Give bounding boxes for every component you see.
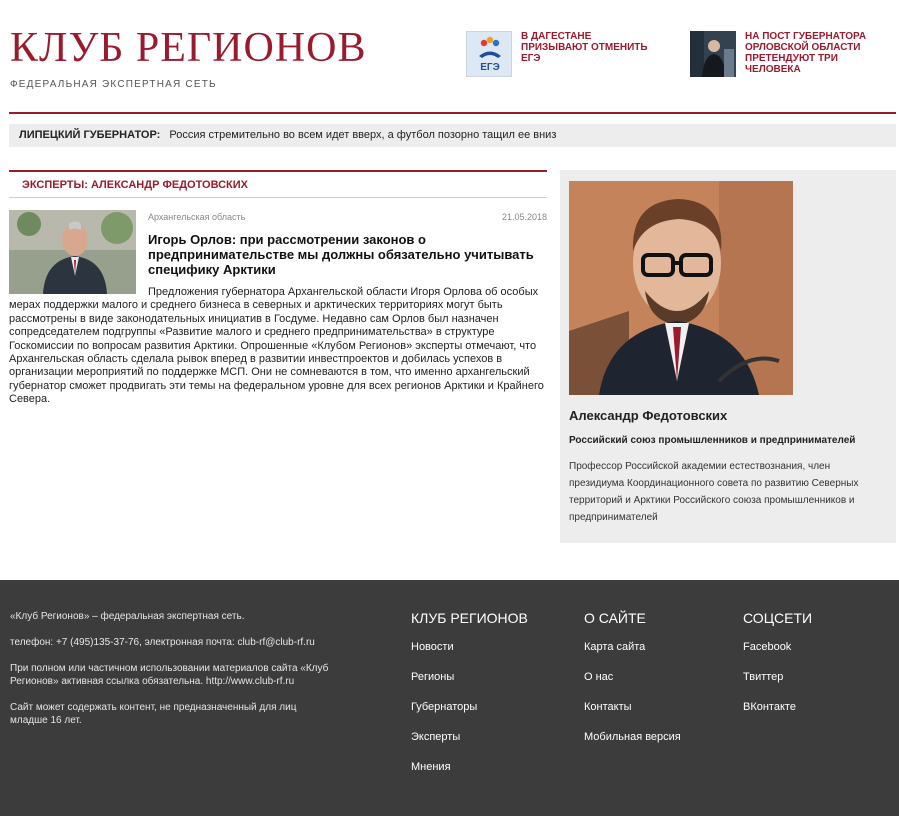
footer-column-about: [584, 610, 681, 761]
footer-link-sitemap[interactable]: Карта сайта: [584, 641, 646, 653]
article-meta: [148, 212, 547, 222]
header-divider: [9, 112, 896, 114]
footer-column-club: [411, 610, 528, 791]
ege-logo-thumbnail[interactable]: [466, 31, 512, 77]
article-region[interactable]: Архангельская область: [148, 212, 246, 222]
expert-organization: Российский союз промышленников и предпринимателей: [569, 435, 856, 446]
ticker-text[interactable]: Россия стремительно во всем идет вверх, а футбол позорно тащил ее вниз: [169, 129, 557, 141]
oryol-news-thumbnail[interactable]: [690, 31, 736, 77]
footer-copyright[interactable]: При полном или частичном использовании материалов сайта «Клуб Регионов» активная ссылка обязательна. http://www.club-rf.ru: [10, 663, 329, 687]
article-card: [9, 210, 547, 407]
footer-link-facebook[interactable]: Facebook: [743, 641, 792, 653]
footer-age-notice: Сайт может содержать контент, не предназначенный для лиц младше 16 лет.: [10, 702, 297, 726]
footer-column-title: КЛУБ РЕГИОНОВ: [411, 610, 528, 626]
article-body: Предложения губернатора Архангельской области Игоря Орлова об особых мерах поддержки малого и среднего бизнеса в северных и арктических территориях могут быть рассмотрены в виде законодательных инициатив в Госдуме. Недавно сам Орлов был назначен сопредседателем подгруппы «Развитие малого и среднего предпринимательства» в структуре Госкомиссии по вопросам развития Арктики. Опрошенные «Клубом Регионов» эксперты отмечают, что Архангельская область сделала рывок вперед в развитии инвестпроектов и добилась успехов в организации мероприятий по поддержке МСП. Они не сомневаются в том, что именно архангельский губернатор сможет продвигать эти темы на федеральном уровне для всех регионов Арктики и Крайнего Севера.: [9, 286, 544, 406]
expert-name: Александр Федотовских: [569, 408, 728, 423]
footer-link-regions[interactable]: Регионы: [411, 671, 455, 683]
footer-column-social: [743, 610, 812, 731]
site-footer: [0, 580, 899, 816]
footer-link-news[interactable]: Новости: [411, 641, 454, 653]
promo-oryol[interactable]: [690, 31, 873, 77]
site-logo[interactable]: КЛУБ РЕГИОНОВ: [10, 25, 367, 71]
article-headline[interactable]: Игорь Орлов: при рассмотрении законов о предпринимательстве мы должны обязательно учитывать специфику Арктики: [148, 232, 534, 277]
footer-column-title: СОЦСЕТИ: [743, 610, 813, 626]
footer-link-contacts[interactable]: Контакты: [584, 701, 632, 713]
ticker-label: ЛИПЕЦКИЙ ГУБЕРНАТОР:: [19, 129, 161, 141]
section-title: ЭКСПЕРТЫ: АЛЕКСАНДР ФЕДОТОВСКИХ: [9, 170, 547, 198]
promo-oryol-link[interactable]: НА ПОСТ ГУБЕРНАТОРА ОРЛОВСКОЙ ОБЛАСТИ ПРЕТЕНДУЮТ ТРИ ЧЕЛОВЕКА: [745, 31, 867, 75]
footer-link-vkontakte[interactable]: ВКонтакте: [743, 701, 796, 713]
footer-link-about[interactable]: О нас: [584, 671, 614, 683]
promo-ege-link[interactable]: В ДАГЕСТАНЕ ПРИЗЫВАЮТ ОТМЕНИТЬ ЕГЭ: [521, 31, 648, 64]
article-date: 21.05.2018: [501, 212, 547, 222]
footer-info: [10, 610, 330, 740]
promo-ege[interactable]: [466, 31, 649, 77]
expert-bio: Профессор Российской академии естествознания, член президиума Координационного совета по развитию Северных территорий и Арктики Российского союза промышленников и предпринимателей: [569, 461, 859, 523]
footer-contacts[interactable]: телефон: +7 (495)135-37-76, электронная почта: club-rf@club-rf.ru: [10, 637, 315, 648]
footer-link-mobile[interactable]: Мобильная версия: [584, 731, 681, 743]
footer-column-title: О САЙТЕ: [584, 610, 646, 626]
expert-photo: [569, 181, 793, 395]
news-ticker[interactable]: [9, 124, 896, 147]
ege-thumb-label: ЕГЭ: [480, 62, 500, 73]
footer-link-experts[interactable]: Эксперты: [411, 731, 461, 743]
article-photo[interactable]: [9, 210, 136, 294]
footer-about: «Клуб Регионов» – федеральная экспертная сеть.: [10, 611, 245, 622]
expert-panel: [560, 170, 896, 543]
footer-link-twitter[interactable]: Твиттер: [743, 671, 784, 683]
site-tagline: ФЕДЕРАЛЬНАЯ ЭКСПЕРТНАЯ СЕТЬ: [10, 79, 217, 90]
footer-link-opinions[interactable]: Мнения: [411, 761, 451, 773]
footer-link-governors[interactable]: Губернаторы: [411, 701, 478, 713]
